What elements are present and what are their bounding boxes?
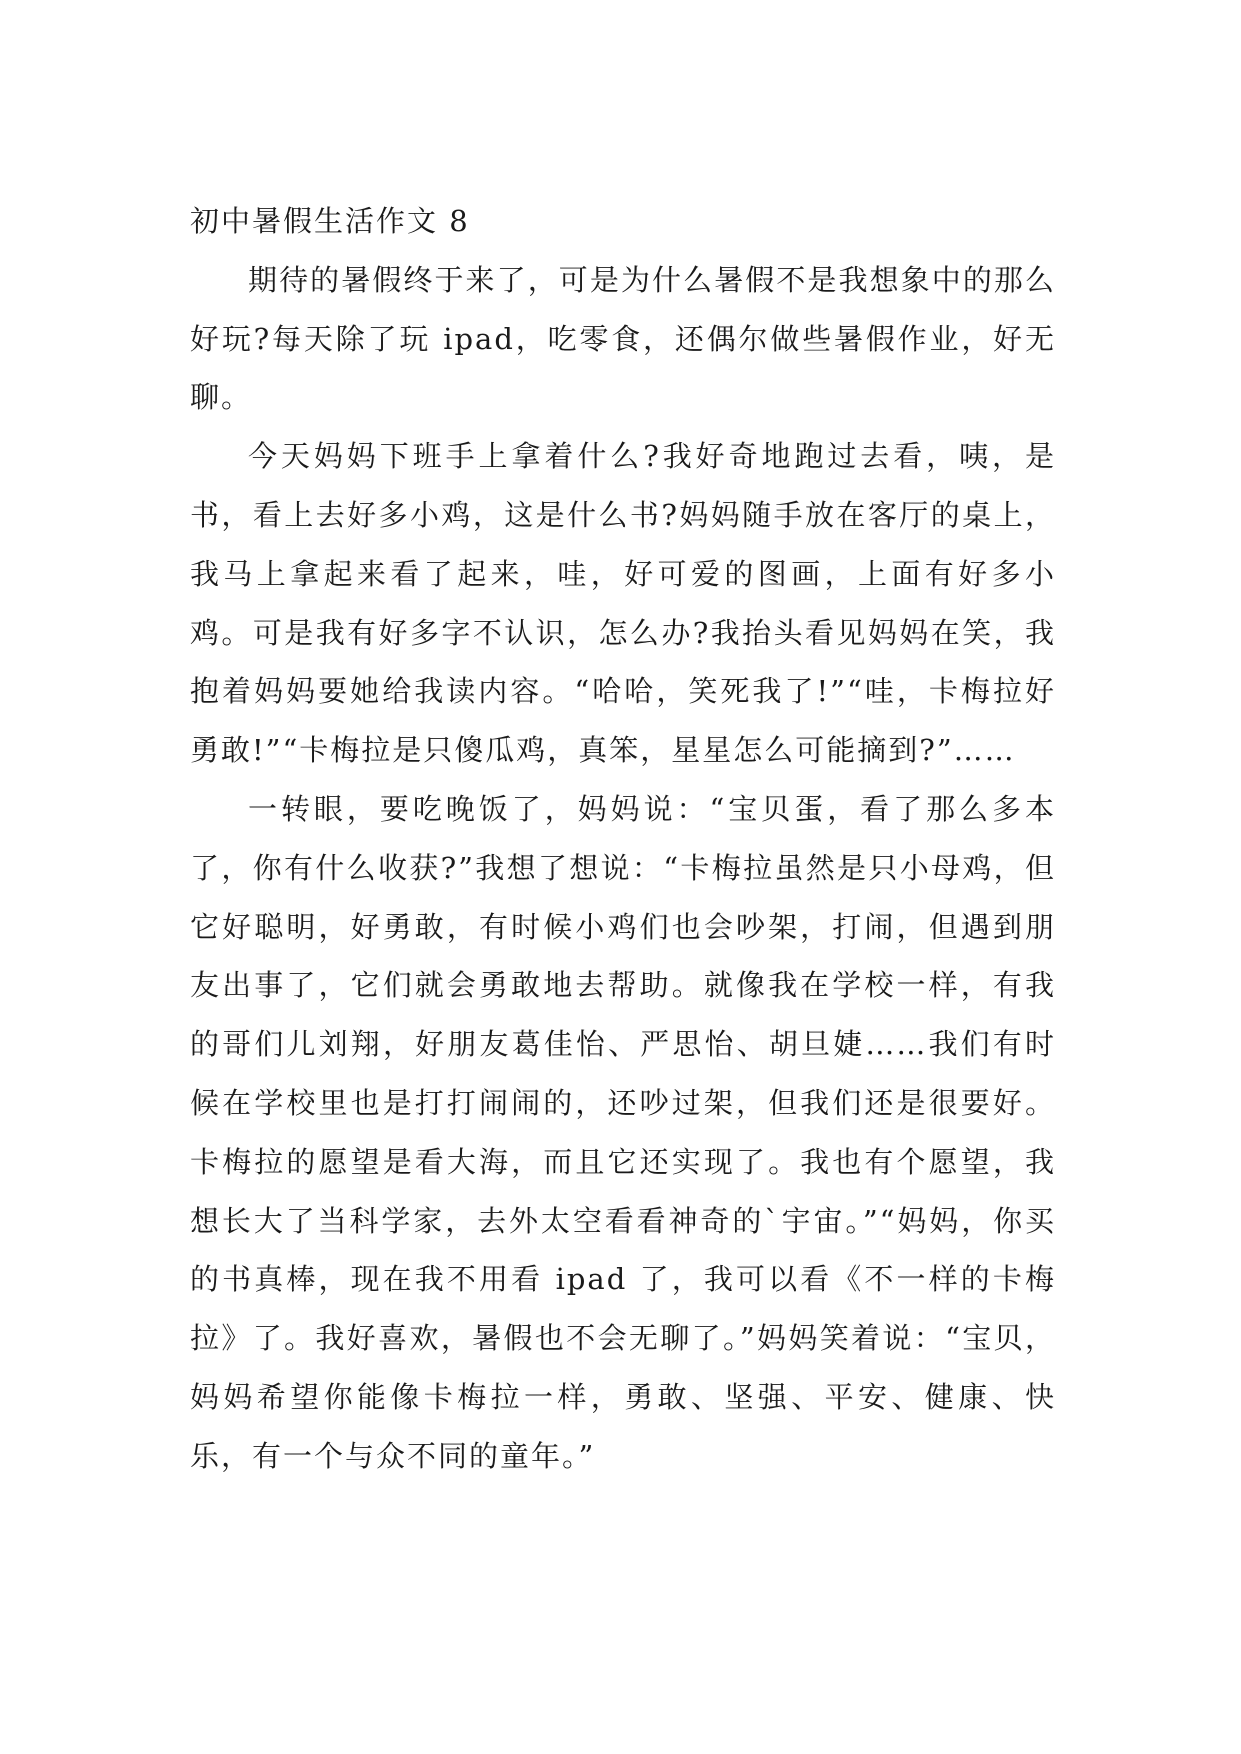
paragraph-3: 一转眼，要吃晚饭了，妈妈说：“宝贝蛋，看了那么多本了，你有什么收获?”我想了想说：“卡梅拉虽然是只小母鸡，但它好聪明，好勇敢，有时候小鸡们也会吵架，打闹，但遇到朋友出事了，它们就会勇敢地去帮助。就像我在学校一样，有我的哥们儿刘翔，好朋友葛佳怡、严思怡、胡旦婕……我们有时候在学校里也是打打闹闹的，还吵过架，但我们还是很要好。卡梅拉的愿望是看大海，而且它还实现了。我也有个愿望，我想长大了当科学家，去外太空看看神奇的`宇宙。”“妈妈，你买的书真棒，现在我不用看 ipad 了，我可以看《不一样的卡梅拉》了。我好喜欢，暑假也不会无聊了。”妈妈笑着说：“宝贝，妈妈希望你能像卡梅拉一样，勇敢、坚强、平安、健康、快乐，有一个与众不同的童年。” (190, 791, 1056, 1473)
document-page (190, 192, 1056, 1486)
paragraph-2: 今天妈妈下班手上拿着什么?我好奇地跑过去看，咦，是书，看上去好多小鸡，这是什么书?妈妈随手放在客厅的桌上，我马上拿起来看了起来，哇，好可爱的图画，上面有好多小鸡。可是我有好多字不认识，怎么办?我抬头看见妈妈在笑，我抱着妈妈要她给我读内容。“哈哈，笑死我了!”“哇，卡梅拉好勇敢!”“卡梅拉是只傻瓜鸡，真笨，星星怎么可能摘到?”…… (190, 439, 1056, 768)
paragraph-1: 期待的暑假终于来了，可是为什么暑假不是我想象中的那么好玩?每天除了玩 ipad，吃零食，还偶尔做些暑假作业，好无聊。 (190, 262, 1056, 415)
document-title: 初中暑假生活作文 8 (190, 204, 470, 238)
